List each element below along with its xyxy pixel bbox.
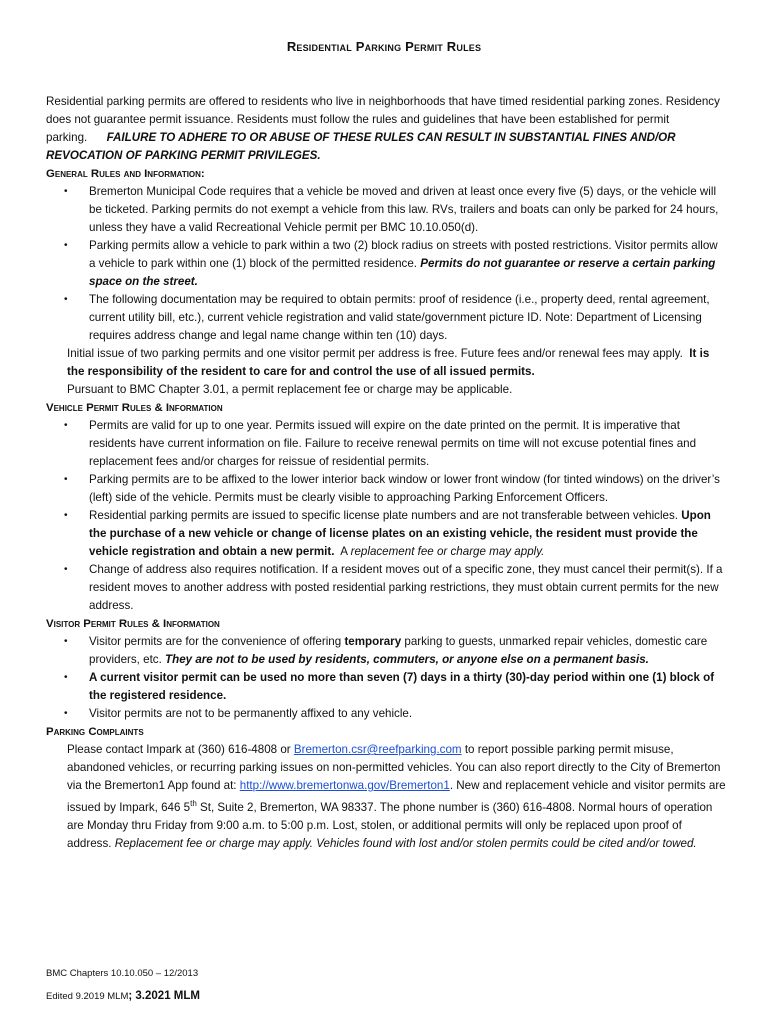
- general-paragraph-fees: [46, 345, 726, 381]
- paragraph-text: St, Suite 2, Bremerton, WA 98337. The phone number is (360) 616-4808. Normal hours of operation are Monday thru Friday from 9:00 a.m. to 5:00 p.m. Lost, stolen, or additional permits will only be replaced upon proof of address.: [67, 800, 713, 850]
- list-item-text: The following documentation may be required to obtain permits: proof of residence (i.e., property deed, rental agreement, current utility bill, etc.), current vehicle registration and valid state/government picture ID. Note: Department of Licensing requires address change and legal name change within ten (10) days.: [89, 293, 710, 342]
- complaints-paragraph: [46, 741, 726, 853]
- list-item: [46, 237, 726, 291]
- list-item: [46, 471, 726, 507]
- list-item: [46, 633, 726, 669]
- paragraph-text: Please contact Impark at (360) 616-4808 or: [67, 743, 291, 756]
- list-item-italic: replacement fee or charge may apply.: [350, 545, 545, 558]
- list-item-text: Change of address also requires notification. If a resident moves out of a specific zone, they must cancel their permit(s). If a resident moves to another address with posted residential parking restrictions, they must obtain current permits for the new address.: [89, 563, 723, 612]
- bullet-icon: •: [64, 564, 68, 575]
- list-item-emphasis: Upon the purchase of a new vehicle or change of license plates on an existing vehicle, the resident must provide the vehicle registration and obtain a new permit.: [89, 509, 711, 558]
- bullet-icon: •: [64, 420, 68, 431]
- paragraph-text: to report possible parking permit misuse, abandoned vehicles, or recurring parking issues on non-permitted vehicles. You can also report directly to the City of Bremerton via the Bremerton1 App found at:: [67, 743, 721, 792]
- document-body: [46, 93, 726, 853]
- visitor-rules-list: [46, 633, 726, 723]
- vehicle-rules-list: [46, 417, 726, 615]
- footer-bmc-chapters: BMC Chapters 10.10.050 – 12/2013: [46, 968, 199, 979]
- list-item: [46, 417, 726, 471]
- bullet-icon: •: [64, 294, 68, 305]
- list-item: [46, 669, 726, 705]
- paragraph-emphasis: It is the responsibility of the resident to care for and control the use of all issued permits.: [67, 347, 710, 378]
- list-item-text: parking to guests, unmarked repair vehicles, domestic care providers, etc.: [89, 635, 708, 666]
- intro-warning: FAILURE TO ADHERE TO OR ABUSE OF THESE RULES CAN RESULT IN SUBSTANTIAL FINES AND/OR REVOCATION OF PARKING PERMIT PRIVILEGES.: [46, 131, 676, 162]
- footer-edited-latest: ; 3.2021 MLM: [128, 990, 200, 1002]
- list-item-text: Parking permits are to be affixed to the lower interior back window or lower front window (for tinted windows) on the driver’s (left) side of the vehicle. Permits must be clearly visible to approaching Parking Enforcement Officers.: [89, 473, 720, 504]
- footer-edited: [46, 990, 200, 1002]
- bullet-icon: •: [64, 708, 68, 719]
- paragraph-italic: Replacement fee or charge may apply. Vehicles found with lost and/or stolen permits could be cited and/or towed.: [114, 836, 697, 850]
- general-paragraph-replacement: Pursuant to BMC Chapter 3.01, a permit replacement fee or charge may be applicable.: [67, 383, 513, 396]
- list-item-emphasis: Permits do not guarantee or reserve a certain parking space on the street.: [89, 257, 716, 288]
- list-item-emphasis: temporary: [344, 635, 402, 648]
- list-item-text: Permits are valid for up to one year. Permits issued will expire on the date printed on the permit. It is imperative that residents have current information on file. Failure to receive renewal permits on time will not excuse potential fines and replacement fees and/or charges for reissue of residential permits.: [89, 419, 697, 468]
- section-heading-vehicle: Vehicle Permit Rules & Information: [46, 402, 223, 414]
- list-item: [46, 705, 726, 723]
- bullet-icon: •: [64, 636, 68, 647]
- section-heading-complaints: Parking Complaints: [46, 726, 144, 738]
- intro-text: Residential parking permits are offered to residents who live in neighborhoods that have timed residential parking zones. Residency does not guarantee permit issuance. Residents must follow the rules and guidelines that have been established for permit parking.: [46, 95, 720, 144]
- list-item-text: A current visitor permit can be used no more than seven (7) days in a thirty (30)-day period within one (1) block of the registered residence.: [89, 671, 715, 702]
- ordinal-suffix: th: [190, 799, 197, 808]
- list-item-text: Visitor permits are for the convenience of offering: [89, 635, 342, 648]
- section-heading-general: General Rules and Information:: [46, 168, 205, 180]
- list-item: [46, 561, 726, 615]
- bullet-icon: •: [64, 672, 68, 683]
- email-link[interactable]: Bremerton.csr@reefparking.com: [293, 743, 462, 756]
- intro-paragraph: [46, 93, 726, 165]
- footer-edited-text: Edited 9.2019 MLM: [46, 991, 129, 1002]
- list-item: [46, 507, 726, 561]
- list-item-text: Parking permits allow a vehicle to park within a two (2) block radius on streets with posted restrictions. Visitor permits allow a vehicle to park within one (1) block of the permitted residence.: [89, 239, 718, 270]
- paragraph-text: Initial issue of two parking permits and one visitor permit per address is free. Future fees and/or renewal fees may apply.: [67, 347, 683, 360]
- bullet-icon: •: [64, 186, 68, 197]
- list-item-text: Bremerton Municipal Code requires that a vehicle be moved and driven at least once every five (5) days, or the vehicle will be ticketed. Parking permits do not exempt a vehicle from this law. RVs, trailers and boats can only be parked for 24 hours, unless they have a valid Recreational Vehicle permit per BMC 10.10.050(d).: [89, 185, 719, 234]
- section-heading-visitor: Visitor Permit Rules & Information: [46, 618, 220, 630]
- bremerton1-link[interactable]: http://www.bremertonwa.gov/Bremerton1: [239, 779, 450, 792]
- bullet-icon: •: [64, 240, 68, 251]
- paragraph-text: . New and replacement vehicle and visitor permits are issued by Impark, 646 5: [67, 779, 726, 814]
- list-item-text: Residential parking permits are issued to specific license plate numbers and are not transferable between vehicles.: [89, 509, 679, 522]
- bullet-icon: •: [64, 474, 68, 485]
- list-item: [46, 291, 726, 345]
- page-title: Residential Parking Permit Rules: [286, 39, 482, 54]
- bullet-icon: •: [64, 510, 68, 521]
- general-rules-list: [46, 183, 726, 345]
- list-item-emphasis: They are not to be used by residents, commuters, or anyone else on a permanent basis.: [165, 653, 649, 666]
- list-item-text: Visitor permits are not to be permanently affixed to any vehicle.: [89, 707, 413, 720]
- list-item: [46, 183, 726, 237]
- list-item-text: A: [340, 545, 348, 558]
